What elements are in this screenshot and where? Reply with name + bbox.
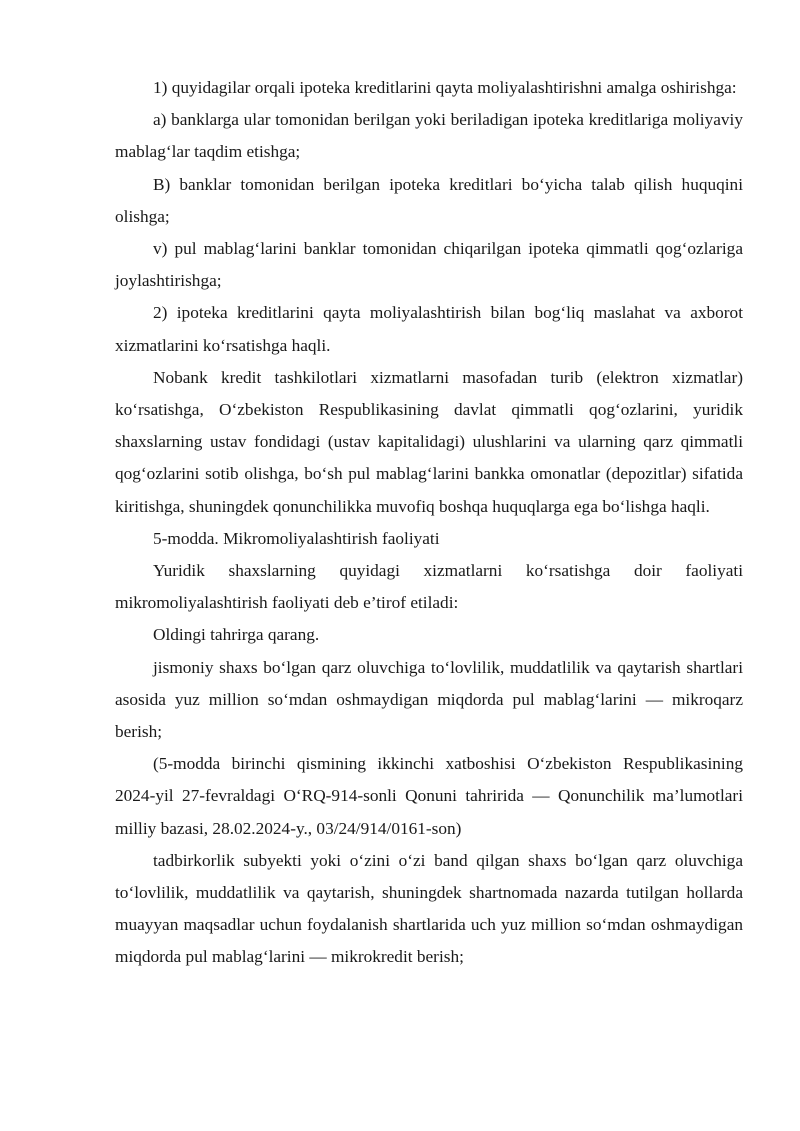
- article-5-heading: 5-modda. Mikromoliyalashtirish faoliyati: [153, 528, 440, 548]
- paragraph-nonbank-rights: Nobank kredit tashkilotlari xizmatlarni masofadan turib (elektron xizmatlar) ko‘rsatishga, O‘zbekiston Respublikasining davlat qimmatli qog‘ozlarini, yuridik shaxslarning ustav fondidagi (ustav kapitalidagi) ulushlarini va ularning qarz qimmatli qog‘ozlarini sotib olishga, bo‘sh pul mablag‘larini bankka omonatlar (depozitlar) sifatida kiritishga, shuningdek qonunchilikka muvofiq boshqa huquqlarga ega bo‘lishga haqli.: [115, 367, 743, 516]
- previous-edition-link[interactable]: Oldingi tahrirga qarang.: [153, 625, 320, 645]
- paragraph-refinancing-methods: 1) quyidagilar orqali ipoteka kreditlarini qayta moliyalashtirishni amalga oshirishga:: [153, 78, 737, 97]
- paragraph-microcredit: tadbirkorlik subyekti yoki o‘zini o‘zi band qilgan shaxs bo‘lgan qarz oluvchiga to‘lovlilik, muddatlilik va qaytarish, shuningdek shartnomada nazarda tutilgan hollarda muayyan maqsadlar uchun foydalanish shartlarida uch yuz million so‘mdan oshmaydigan miqdorda pul mablag‘larini — mikrokredit berish;: [115, 850, 743, 967]
- paragraph-item-b: B) banklar tomonidan berilgan ipoteka kreditlari bo‘yicha talab qilish huquqini olishga;: [115, 174, 743, 226]
- paragraph-microloan: jismoniy shaxs bo‘lgan qarz oluvchiga to‘lovlilik, muddatlilik va qaytarish shartlari asosida yuz million so‘mdan oshmaydigan miqdorda pul mablag‘larini — mikroqarz berish;: [115, 657, 743, 742]
- paragraph-item-v: v) pul mablag‘larini banklar tomonidan chiqarilgan ipoteka qimmatli qog‘ozlariga joylashtirishga;: [115, 239, 743, 291]
- document-body: [115, 72, 743, 974]
- paragraph-microfinance-definition: Yuridik shaxslarning quyidagi xizmatlarni ko‘rsatishga doir faoliyati mikromoliyalashtirish faoliyati deb e’tirof etiladi:: [115, 561, 743, 613]
- paragraph-item-a: a) banklarga ular tomonidan berilgan yoki beriladigan ipoteka kreditlariga moliyaviy mablag‘lar taqdim etishga;: [115, 110, 743, 162]
- paragraph-item-2: 2) ipoteka kreditlarini qayta moliyalashtirish bilan bog‘liq maslahat va axborot xizmatlarini ko‘rsatishga haqli.: [115, 303, 743, 355]
- paragraph-amendment-note: (5-modda birinchi qismining ikkinchi xatboshisi O‘zbekiston Respublikasining 2024-yil 27-fevraldagi O‘RQ-914-sonli Qonuni tahririda — Qonunchilik ma’lumotlari milliy bazasi, 28.02.2024-y., 03/24/914/0161-son): [115, 754, 743, 838]
